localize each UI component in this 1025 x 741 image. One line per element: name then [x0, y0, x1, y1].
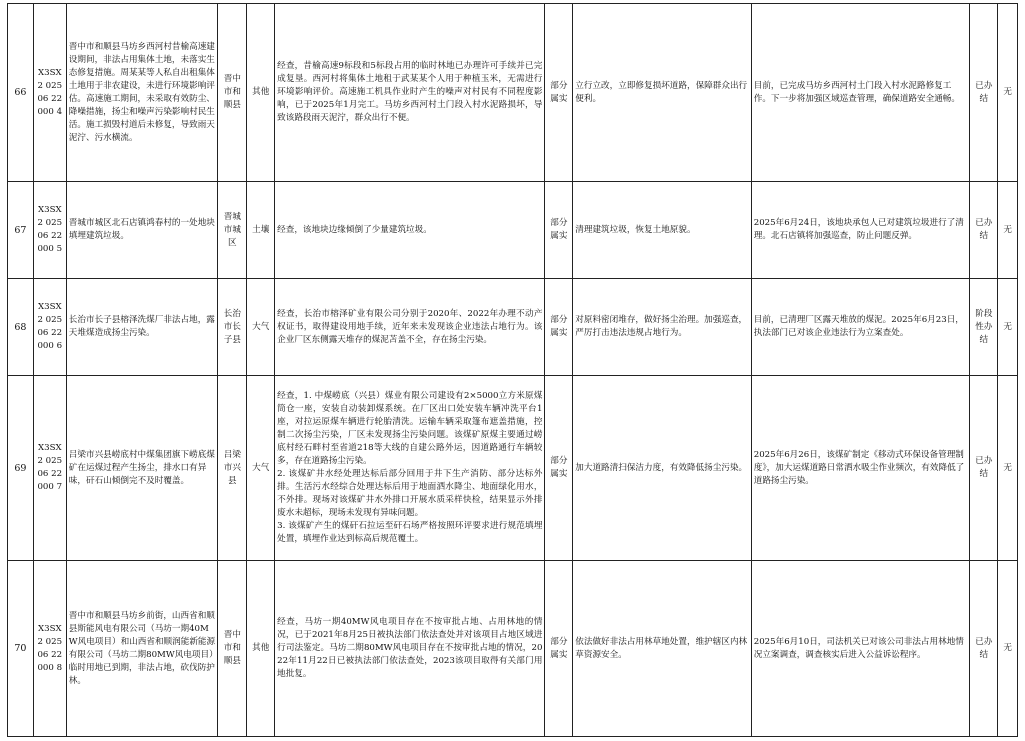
region: 长治市长子县 [218, 279, 247, 376]
handling-result: 已办结 [970, 376, 998, 561]
handling-result: 已办结 [970, 4, 998, 182]
pollution-category: 土壤 [247, 182, 275, 279]
verification-result: 经查，马坊一期40MW风电项目存在不按审批占地、占用林地的情况，已于2021年8月25日被执法部门依法查处并对该项目占地区域进行司法鉴定。马坊二期80MW风电项目存在不按审批占地的情况，2022年11月22日已被执法部门依法查处，2023该项目取得有关部门用地批复。 [275, 561, 545, 737]
truth-status: 部分属实 [545, 182, 573, 279]
pollution-category: 其他 [247, 561, 275, 737]
rectification-progress: 2025年6月26日，该煤矿制定《移动式环保设备管理制度》，加大运煤道路日常洒水吸尘作业频次，有效降低了道路扬尘污染。 [751, 376, 970, 561]
pollution-category: 大气 [247, 279, 275, 376]
table-row [8, 561, 1018, 737]
region: 晋中市和顺县 [218, 561, 247, 737]
case-code: X3SX2 02506 22000 6 [33, 279, 66, 376]
accountability: 无 [998, 561, 1018, 737]
case-code: X3SX2 02506 22000 8 [33, 561, 66, 737]
complaint-content: 晋中市和顺县马坊乡西河村昔榆高速建设期间，非法占用集体土地，未落实生态修复措施。周某某等人私自出租集体土地用于非农建设，未进行环境影响评估。高速施工期间，未采取有效防尘、降噪措施，扬尘和噪声污染影响村民生活。施工损毁村道后未修复，导致雨天泥泞、污水横流。 [66, 4, 218, 182]
case-table [7, 3, 1018, 737]
accountability: 无 [998, 4, 1018, 182]
region: 晋城市城区 [218, 182, 247, 279]
row-number: 70 [8, 561, 34, 737]
rectification-measure: 加大道路清扫保洁力度，有效降低扬尘污染。 [573, 376, 751, 561]
rectification-progress: 2025年6月10日，司法机关已对该公司非法占用林地情况立案调查，调查核实后进入公益诉讼程序。 [751, 561, 970, 737]
rectification-measure: 对原料密闭堆存，做好扬尘治理。加强巡查，严厉打击违法违规占地行为。 [573, 279, 751, 376]
truth-status: 部分属实 [545, 279, 573, 376]
rectification-progress: 目前，已清理厂区露天堆放的煤泥。2025年6月23日，执法部门已对该企业违法行为立案查处。 [751, 279, 970, 376]
case-code: X3SX2 02506 22000 5 [33, 182, 66, 279]
rectification-measure: 立行立改，立即修复损坏道路，保障群众出行便利。 [573, 4, 751, 182]
truth-status: 部分属实 [545, 376, 573, 561]
handling-result: 已办结 [970, 561, 998, 737]
row-number: 66 [8, 4, 34, 182]
verification-result: 经查，长治市榕泽矿业有限公司分别于2020年、2022年办理不动产权证书，取得建设用地手续，近年来未发现该企业违法占地行为。该企业厂区东侧露天堆存的煤泥苫盖不全，存在扬尘污染。 [275, 279, 545, 376]
handling-result: 阶段性办结 [970, 279, 998, 376]
handling-result: 已办结 [970, 182, 998, 279]
rectification-measure: 清理建筑垃圾，恢复土地原貌。 [573, 182, 751, 279]
complaint-content: 晋中市和顺县马坊乡前街，山西省和顺县斯能风电有限公司（马坊一期40MW风电项目）和山西省和顺润能新能源有限公司（马坊二期80MW风电项目）临时用地已到期，非法占地，砍伐防护林。 [66, 561, 218, 737]
table-row [8, 4, 1018, 182]
row-number: 68 [8, 279, 34, 376]
case-code: X3SX2 02506 22000 7 [33, 376, 66, 561]
complaint-content: 晋城市城区北石店镇鸿春村的一处地块填埋建筑垃圾。 [66, 182, 218, 279]
accountability: 无 [998, 182, 1018, 279]
truth-status: 部分属实 [545, 4, 573, 182]
case-code: X3SX2 02506 22000 4 [33, 4, 66, 182]
region: 吕梁市兴县 [218, 376, 247, 561]
row-number: 69 [8, 376, 34, 561]
rectification-measure: 依法做好非法占用林草地处置，维护辖区内林草资源安全。 [573, 561, 751, 737]
verification-result: 经查，该地块边缘倾倒了少量建筑垃圾。 [275, 182, 545, 279]
region: 晋中市和顺县 [218, 4, 247, 182]
complaint-content: 吕梁市兴县崂底村中煤集团旗下崂底煤矿在运煤过程产生扬尘，排水口有异味，矸石山倾倒完不及时覆盖。 [66, 376, 218, 561]
accountability: 无 [998, 279, 1018, 376]
table-row [8, 279, 1018, 376]
table-row [8, 182, 1018, 279]
pollution-category: 其他 [247, 4, 275, 182]
rectification-progress: 2025年6月24日，该地块承包人已对建筑垃圾进行了清理。北石店镇将加强巡查，防止问题反弹。 [751, 182, 970, 279]
table-row [8, 376, 1018, 561]
rectification-progress: 目前，已完成马坊乡西河村土门段入村水泥路修复工作。下一步将加强区域巡查管理，确保道路安全通畅。 [751, 4, 970, 182]
accountability: 无 [998, 376, 1018, 561]
pollution-category: 大气 [247, 376, 275, 561]
verification-result: 经查，1. 中煤崂底（兴县）煤业有限公司建设有2×5000立方米原煤筒仓一座，安装自动装卸煤系统。在厂区出口处安装车辆冲洗平台1座，对拉运原煤车辆进行轮胎清洗。运输车辆采取篷布遮盖措施，控制二次扬尘污染，厂区未发现扬尘污染问题。该煤矿原煤主要通过崂底村经石畔村至省道218等大线的自建公路外运，因道路通行车辆较多，存在道路扬尘污染。 2. 该煤矿井水经处理达标后部分回用于井下生产消防、部分达标外排。生活污水经综合处理达标后用于地面洒水降尘、地面绿化用水，不外排。现场对该煤矿井水外排口开展水质采样快检，结果显示外排废水未超标，现场未发现有异味问题。 3. 该煤矿产生的煤矸石拉运至矸石场严格按照环评要求进行规范填埋处置，填埋作业达到标高后规范覆土。 [275, 376, 545, 561]
truth-status: 部分属实 [545, 561, 573, 737]
verification-result: 经查，昔榆高速9标段和5标段占用的临时林地已办理许可手续并已完成复垦。西河村将集体土地租于武某某个人用于种植玉米，无需进行环境影响评价。高速施工机具作业时产生的噪声对村民有不同程度影响，已于2025年1月完工。马坊乡西河村土门段入村水泥路损坏，导致该路段雨天泥泞，群众出行不便。 [275, 4, 545, 182]
complaint-content: 长治市长子县榕泽洗煤厂非法占地，露天堆煤造成扬尘污染。 [66, 279, 218, 376]
row-number: 67 [8, 182, 34, 279]
